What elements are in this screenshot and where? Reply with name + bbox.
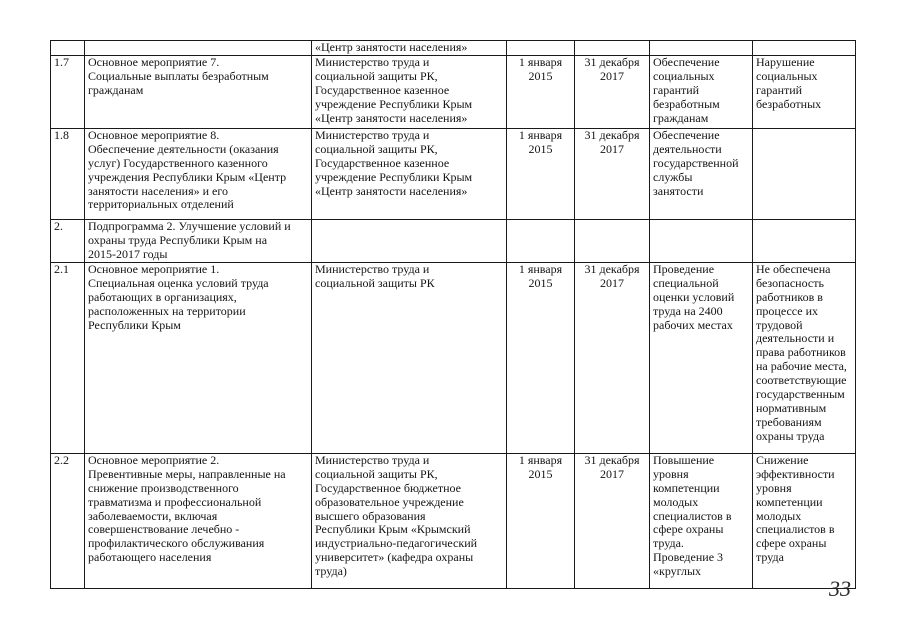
cell-line: Государственное бюджетное xyxy=(315,480,461,495)
cell-line: учреждения Республики Крым «Центр xyxy=(88,169,287,184)
cell-line: процессе их xyxy=(756,303,819,318)
cell-line: «Центр занятости населения» xyxy=(315,110,468,125)
cell-line: молодых xyxy=(653,494,699,509)
cell-line: «Центр занятости населения» xyxy=(315,183,468,198)
cell-line: Государственное казенное xyxy=(315,155,450,170)
cell-line: работников в xyxy=(756,289,823,304)
cell-line: сфере охраны xyxy=(756,536,827,551)
cell-consequence xyxy=(753,128,856,219)
cell-line: 31 декабря xyxy=(584,55,640,69)
cell-line: расположенных на территории xyxy=(88,303,246,318)
cell-line: Нарушение xyxy=(756,55,815,69)
page-number: 33 xyxy=(829,576,851,601)
cell-line: 31 декабря xyxy=(584,262,640,276)
cell-line: гражданам xyxy=(653,110,709,125)
cell-activity xyxy=(85,262,312,453)
cell-line: 2017 xyxy=(600,68,624,83)
cell-end-date xyxy=(575,219,650,262)
table-row xyxy=(51,41,856,56)
cell-line: 2015 xyxy=(528,275,553,290)
cell-line: Обеспечение xyxy=(653,128,720,142)
cell-line: Социальные выплаты безработным xyxy=(88,68,269,83)
cell-line: занятости xyxy=(653,183,704,198)
cell-executor xyxy=(312,453,507,588)
cell-line: молодых xyxy=(756,508,802,523)
cell-line: Министерство труда и xyxy=(315,453,430,467)
cell-number: 2.1 xyxy=(51,262,85,453)
cell-line: 1 января xyxy=(518,262,563,276)
cell-line: 2017 xyxy=(600,141,624,156)
cell-line: 1 января xyxy=(518,128,563,142)
cell-line: Основное мероприятие 8. xyxy=(88,128,220,142)
cell-start-date xyxy=(507,262,575,453)
cell-line: Снижение xyxy=(756,453,809,467)
cell-line: Повышение xyxy=(653,453,715,467)
cell-consequence xyxy=(753,262,856,453)
cell-expected-result xyxy=(650,55,753,128)
cell-line: 2015 xyxy=(528,68,553,83)
table-body xyxy=(51,41,856,589)
cell-line: гарантий xyxy=(653,82,700,97)
cell-start-date xyxy=(507,219,575,262)
cell-line: совершенствование лечебно - xyxy=(88,522,240,537)
cell-start-date xyxy=(507,41,575,56)
cell-line: государственным xyxy=(756,387,845,402)
cell-line: гарантий xyxy=(756,82,803,97)
cell-line: Государственное казенное xyxy=(315,82,450,97)
cell-line: 1 января xyxy=(518,453,563,467)
cell-line: услуг) Государственного казенного xyxy=(88,155,268,170)
cell-expected-result xyxy=(650,41,753,56)
cell-line: Обеспечение xyxy=(653,55,720,69)
cell-line: 2017 xyxy=(600,275,624,290)
cell-line: Проведение xyxy=(653,262,715,276)
cell-line: 1 января xyxy=(518,55,563,69)
cell-line: занятости населения» и его xyxy=(88,183,228,198)
cell-line: индустриально-педагогический xyxy=(315,536,478,551)
table-row xyxy=(51,262,856,453)
cell-line: учреждение Республики Крым xyxy=(315,96,473,111)
cell-line: безработных xyxy=(756,96,822,111)
cell-line: территориальных отделений xyxy=(88,197,234,212)
cell-line: труда на 2400 xyxy=(653,303,723,318)
cell-line: Основное мероприятие 1. xyxy=(88,262,220,276)
cell-end-date xyxy=(575,262,650,453)
cell-line: заболеваемости, включая xyxy=(88,508,218,523)
cell-line: университет» (кафедра охраны xyxy=(315,550,474,565)
cell-line: уровня xyxy=(653,466,689,481)
cell-expected-result xyxy=(650,128,753,219)
cell-line: 2015-2017 годы xyxy=(88,246,168,261)
cell-consequence xyxy=(753,55,856,128)
cell-line: уровня xyxy=(756,480,792,495)
cell-line: Обеспечение деятельности (оказания xyxy=(88,141,279,156)
cell-consequence xyxy=(753,219,856,262)
cell-line: рабочих местах xyxy=(653,317,733,332)
cell-start-date xyxy=(507,453,575,588)
cell-line: работающего населения xyxy=(88,550,212,565)
cell-line: Подпрограмма 2. Улучшение условий и xyxy=(88,219,291,233)
cell-end-date xyxy=(575,453,650,588)
cell-line: на рабочие места, xyxy=(756,359,847,374)
cell-end-date xyxy=(575,41,650,56)
cell-activity xyxy=(85,128,312,219)
cell-line: соответствующие xyxy=(756,373,847,388)
cell-line: травматизма и профессиональной xyxy=(88,494,262,509)
cell-end-date xyxy=(575,128,650,219)
cell-line: компетенции xyxy=(653,480,720,495)
cell-line: права работников xyxy=(756,345,846,360)
cell-line: социальных xyxy=(653,68,715,83)
cell-start-date xyxy=(507,55,575,128)
cell-line: компетенции xyxy=(756,494,823,509)
cell-executor xyxy=(312,128,507,219)
cell-line: Республики Крым xyxy=(88,317,181,332)
table-row xyxy=(51,453,856,588)
cell-line: специалистов в xyxy=(756,522,835,537)
cell-line: социальной защиты РК, xyxy=(315,68,438,83)
cell-line: Превентивные меры, направленные на xyxy=(88,466,286,481)
program-activities-table xyxy=(50,40,856,589)
cell-line: деятельности xyxy=(653,141,722,156)
cell-number: 2. xyxy=(51,219,85,262)
table-row xyxy=(51,55,856,128)
cell-line: образовательное учреждение xyxy=(315,494,464,509)
cell-line: Проведение 3 xyxy=(653,550,724,565)
cell-line: деятельности и xyxy=(756,331,835,346)
cell-number: 1.8 xyxy=(51,128,85,219)
cell-executor xyxy=(312,219,507,262)
cell-line: 2017 xyxy=(600,466,624,481)
cell-line: работающих в организациях, xyxy=(88,289,237,304)
cell-line: безработным xyxy=(653,96,720,111)
cell-line: 31 декабря xyxy=(584,453,640,467)
cell-line: эффективности xyxy=(756,466,835,481)
cell-line: 31 декабря xyxy=(584,128,640,142)
cell-line: «круглых xyxy=(653,564,702,579)
cell-start-date xyxy=(507,128,575,219)
table-row xyxy=(51,219,856,262)
cell-activity xyxy=(85,41,312,56)
cell-line: специалистов в xyxy=(653,508,732,523)
cell-line: Министерство труда и xyxy=(315,55,430,69)
cell-expected-result xyxy=(650,453,753,588)
cell-line: Республики Крым «Крымский xyxy=(315,522,471,537)
cell-line: 2015 xyxy=(528,466,553,481)
cell-line: Основное мероприятие 2. xyxy=(88,453,220,467)
cell-line: нормативным xyxy=(756,400,827,415)
cell-expected-result xyxy=(650,262,753,453)
cell-executor xyxy=(312,262,507,453)
cell-line: специальной xyxy=(653,275,719,290)
cell-number xyxy=(51,41,85,56)
cell-line: 2015 xyxy=(528,141,553,156)
cell-line: сфере охраны xyxy=(653,522,724,537)
cell-line: требованиям xyxy=(756,414,822,429)
cell-line: охраны труда Республики Крым на xyxy=(88,232,268,247)
table-row xyxy=(51,128,856,219)
cell-line: высшего образования xyxy=(315,508,426,523)
cell-line: социальной защиты РК xyxy=(315,275,435,290)
cell-line: учреждение Республики Крым xyxy=(315,169,473,184)
cell-line: государственной xyxy=(653,155,739,170)
cell-line: снижение производственного xyxy=(88,480,239,495)
cell-line: труда. xyxy=(653,536,684,551)
cell-line: трудовой xyxy=(756,317,803,332)
cell-end-date xyxy=(575,55,650,128)
cell-consequence xyxy=(753,41,856,56)
cell-expected-result xyxy=(650,219,753,262)
cell-line: Не обеспечена xyxy=(756,262,831,276)
cell-line: Министерство труда и xyxy=(315,262,430,276)
cell-line: Министерство труда и xyxy=(315,128,430,142)
cell-activity xyxy=(85,219,312,262)
cell-line: социальных xyxy=(756,68,818,83)
cell-line: «Центр занятости населения» xyxy=(315,40,468,54)
cell-line: оценки условий xyxy=(653,289,735,304)
cell-line: профилактического обслуживания xyxy=(88,536,265,551)
cell-line: социальной защиты РК, xyxy=(315,141,438,156)
cell-activity xyxy=(85,55,312,128)
cell-executor xyxy=(312,41,507,56)
cell-line: труда xyxy=(756,550,784,565)
cell-number: 1.7 xyxy=(51,55,85,128)
cell-number: 2.2 xyxy=(51,453,85,588)
cell-line: безопасность xyxy=(756,275,824,290)
cell-line: социальной защиты РК, xyxy=(315,466,438,481)
cell-executor xyxy=(312,55,507,128)
cell-consequence xyxy=(753,453,856,588)
cell-line: Основное мероприятие 7. xyxy=(88,55,220,69)
cell-line: охраны труда xyxy=(756,428,825,443)
cell-line: гражданам xyxy=(88,82,144,97)
cell-line: Специальная оценка условий труда xyxy=(88,275,269,290)
cell-activity xyxy=(85,453,312,588)
cell-line: службы xyxy=(653,169,693,184)
cell-line: труда) xyxy=(315,564,347,579)
